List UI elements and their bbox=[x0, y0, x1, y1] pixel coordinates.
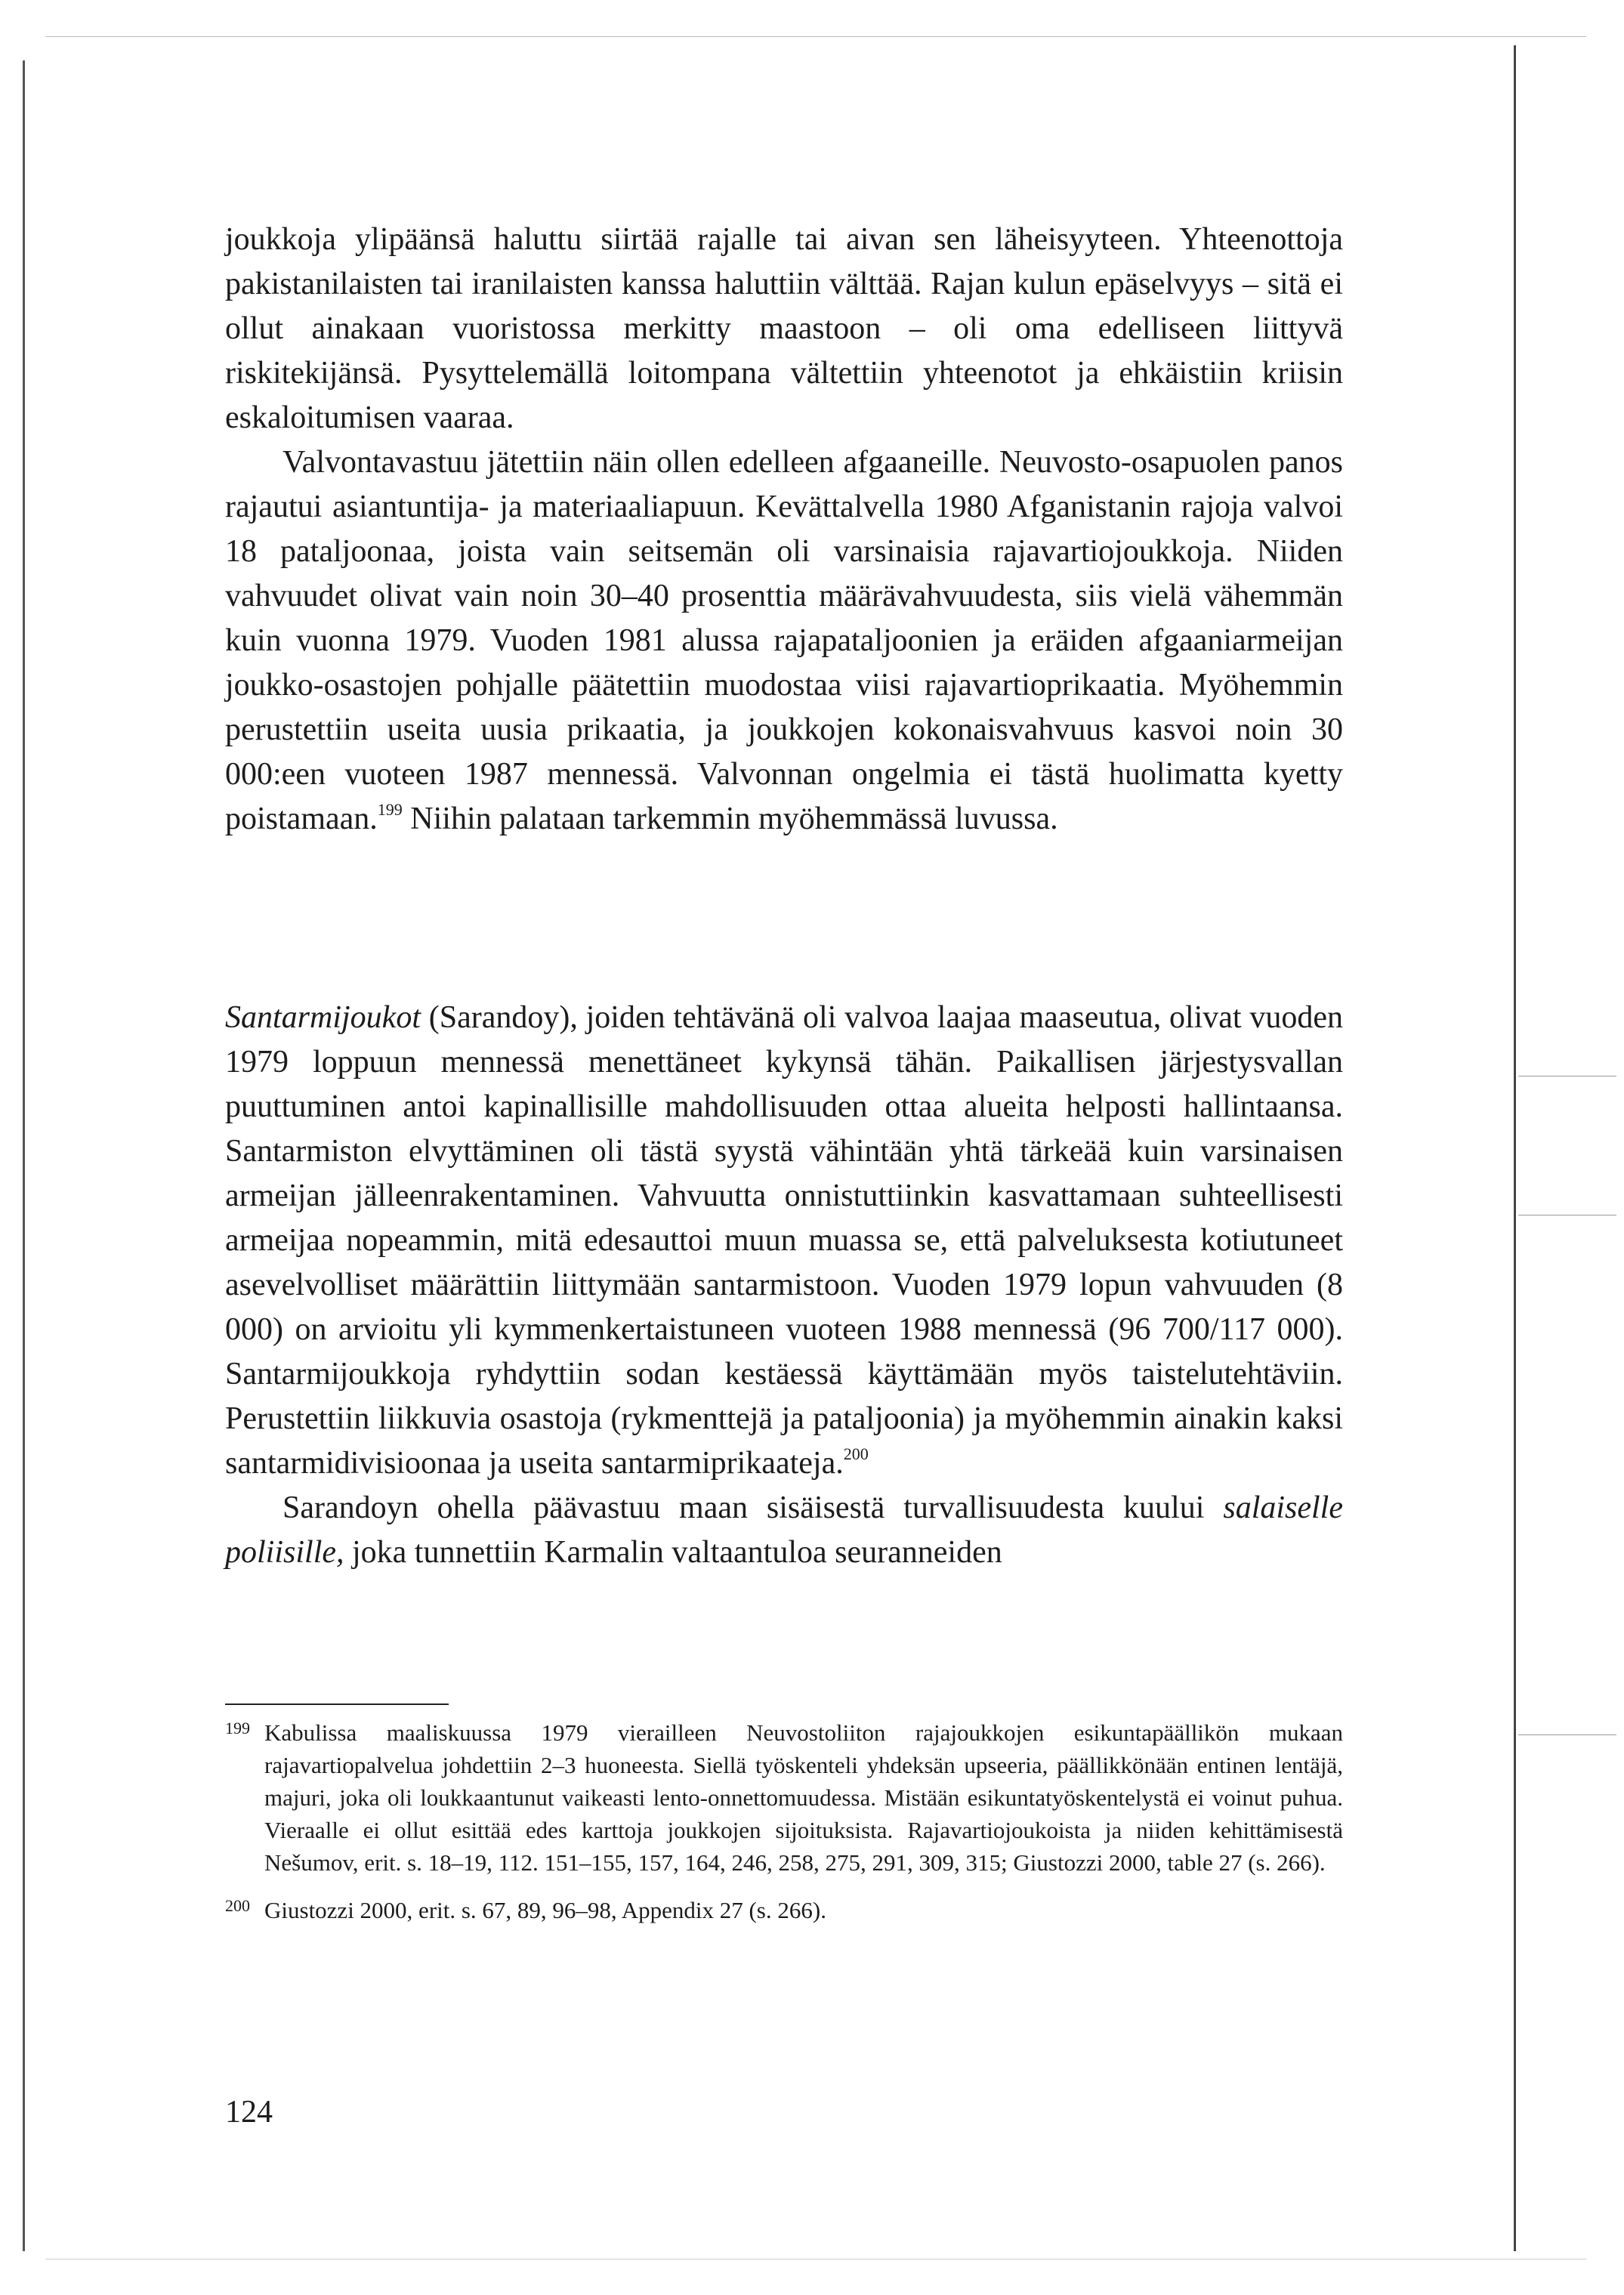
paragraph bbox=[225, 440, 1343, 842]
footnote bbox=[225, 1894, 1343, 1926]
footnote-text: Kabulissa maaliskuussa 1979 vierailleen Neuvostoliiton rajajoukkojen esikuntapäällikön mukaan rajavartiopalvelua johdettiin 2–3 huoneesta. Siellä työskenteli yhdeksän upseeria, päällikkönään entinen lentäjä, majuri, joka oli loukkaantunut vaikeasti lento-onnettomuudessa. Mistään esikuntatyöskentelystä ei voinut puhua. Vieraalle ei ollut esittää edes karttoja joukkojen sijoituksista. Rajavartiojoukoista ja niiden kehittämisestä Nešumov, erit. s. 18–19, 112. 151–155, 157, 164, 246, 258, 275, 291, 309, 315; Giustozzi 2000, table 27 (s. 266). bbox=[264, 1719, 1343, 1876]
italic-term: salaiselle poliisille, bbox=[225, 1490, 1343, 1570]
body-text-top bbox=[225, 218, 1343, 842]
scan-margin-mark bbox=[1518, 1734, 1616, 1735]
paragraph-text: Niihin palataan tarkemmin myöhemmässä luvussa. bbox=[402, 802, 1058, 836]
paragraph-text: Valvontavastuu jätettiin näin ollen edelleen afgaaneille. Neuvosto-osapuolen panos rajautui asiantuntija- ja materiaaliapuun. Kevättalvella 1980 Afganistanin rajoja valvoi 18 pataljoonaa, joista vain seitsemän oli varsinaisia rajavartiojoukkoja. Niiden vahvuudet olivat vain noin 30–40 prosenttia määrävahvuudesta, siis vielä vähemmän kuin vuonna 1979. Vuoden 1981 alussa rajapataljoonien ja eräiden afgaaniarmeijan joukko-osastojen pohjalle päätettiin muodostaa viisi rajavartioprikaatia. Myöhemmin perustettiin useita uusia prikaatia, ja joukkojen kokonaisvahvuus kasvoi noin 30 000:een vuoteen 1987 mennessä. Valvonnan ongelmia ei tästä huolimatta kyetty poistamaan. bbox=[225, 445, 1343, 836]
paragraph-text: Sarandoyn ohella päävastuu maan sisäisestä turvallisuudesta kuului bbox=[283, 1490, 1224, 1525]
scan-top-edge bbox=[45, 36, 1586, 37]
paragraph-text: (Sarandoy), joiden tehtävänä oli valvoa laajaa maaseutua, olivat vuoden 1979 loppuun mennessä menettäneet kykynsä tähän. Paikallisen järjestysvallan puuttuminen antoi kapinallisille mahdollisuuden ottaa alueita helposti hallintaansa. Santarmiston elvyttäminen oli tästä syystä vähintään yhtä tärkeää kuin varsinaisen armeijan jälleenrakentaminen. Vahvuutta onnistuttiinkin kasvattamaan suhteellisesti armeijaa nopeammin, mitä edesauttoi muun muassa se, että palveluksesta kotiutuneet asevelvolliset määrättiin liittymään santarmistoon. Vuoden 1979 lopun vahvuuden (8 000) on arvioitu yli kymmenkertaistuneen vuoteen 1988 mennessä (96 700/117 000). Santarmijoukkoja ryhdyttiin sodan kestäessä käyttämään myös taistelutehtäviin. Perustettiin liikkuvia osastoja (rykmenttejä ja pataljoonia) ja myöhemmin ainakin kaksi santarmidivisioonaa ja useita santarmiprikaateja. bbox=[225, 1000, 1343, 1481]
page-number: 124 bbox=[225, 2095, 273, 2130]
footnote-separator bbox=[225, 1703, 449, 1705]
footnote-number: 200 bbox=[225, 1896, 250, 1915]
scan-right-edge bbox=[1514, 45, 1516, 2251]
paragraph-text: joukkoja ylipäänsä haluttu siirtää rajalle tai aivan sen läheisyyteen. Yhteenottoja pakistanilaisten tai iranilaisten kanssa haluttiin välttää. Rajan kulun epäselvyys – sitä ei ollut ainakaan vuoristossa merkitty maastoon – oli oma edelliseen liittyvä riskitekijänsä. Pysyttelemällä loitompana vältettiin yhteenotot ja ehkäistiin kriisin eskaloitumisen vaaraa. bbox=[225, 222, 1343, 435]
paragraph bbox=[225, 218, 1343, 440]
footnote-reference: 199 bbox=[377, 800, 403, 819]
paragraph bbox=[225, 1486, 1343, 1575]
body-text-bottom bbox=[225, 996, 1343, 1575]
scan-left-edge bbox=[23, 60, 25, 2251]
paragraph bbox=[225, 996, 1343, 1486]
footnote bbox=[225, 1716, 1343, 1879]
italic-term: Santarmijoukot bbox=[225, 1000, 421, 1035]
footnotes bbox=[225, 1716, 1343, 1941]
paragraph-text: joka tunnettiin Karmalin valtaantuloa seuranneiden bbox=[344, 1535, 1002, 1570]
footnote-number: 199 bbox=[225, 1719, 250, 1737]
footnote-reference: 200 bbox=[843, 1444, 869, 1463]
footnote-text: Giustozzi 2000, erit. s. 67, 89, 96–98, Appendix 27 (s. 266). bbox=[264, 1897, 826, 1923]
